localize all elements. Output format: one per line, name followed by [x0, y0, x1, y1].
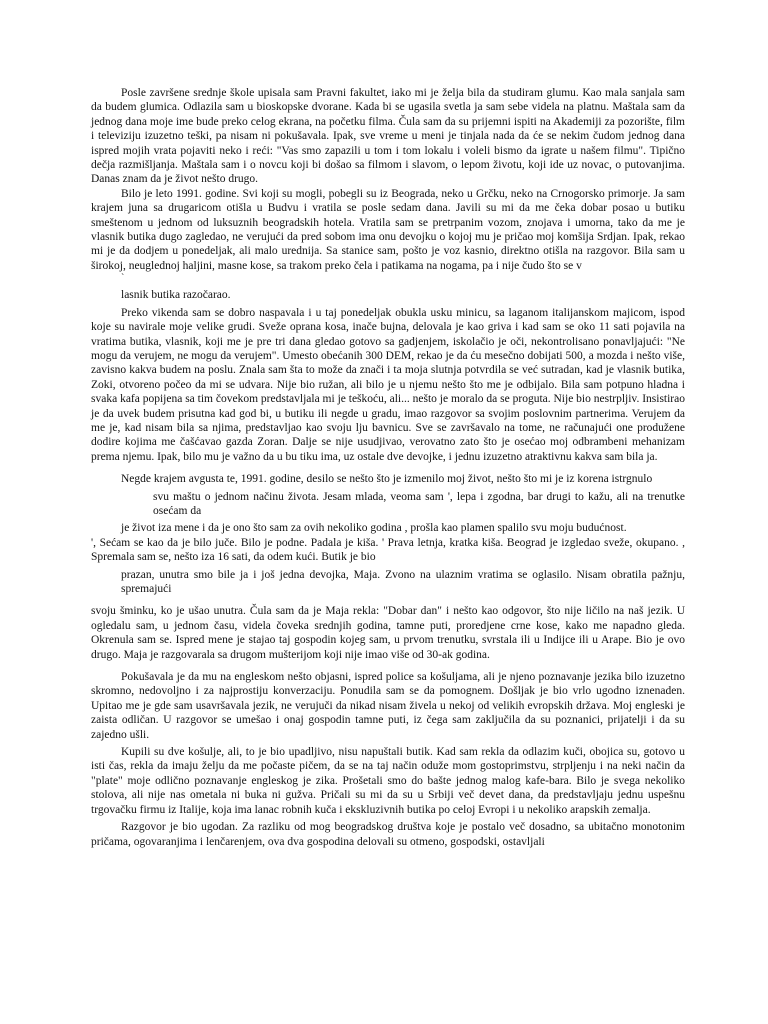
paragraph-9: prazan, unutra smo bile ja i još jedna devojka, Maja. Zvono na ulaznim vratima se oglasilo. Nisam obratila pažnju, spremajući — [121, 568, 685, 595]
stray-mark: ` — [121, 273, 125, 285]
paragraph-10: svoju šminku, ko je ušao unutra. Čula sam da je Maja rekla: "Dobar dan" i nešto kao odgovor, što nije ličilo na naš jezik. U ogledalu sam, u jednom času, videla čoveka srednjih godina, tamne puti, proredjene crne kose, kako me napadno gleda. Okrenula sam se. Ispred mene je stajao taj gospodin kojeg sam, u prvom trenutku, svrstala ili u Indijce ili u Arape. Bio je ovo drugo. Maja je razgovarala sa drugom mušterijom koji nije imao više od 30-ak godina. — [91, 605, 685, 661]
paragraph-1: Posle završene srednje škole upisala sam Pravni fakultet, iako mi je želja bila da studiram glumu. Kao mala sanjala sam da budem glumica. Odlazila sam u bioskopske dvorane. Kada bi se ugasila svetla ja sam sebe videla na platnu. Maštala sam da jednog dana moje ime bude preko celog ekrana, na početku filma. Čula sam da su prijemni ispiti na Akademiji za pozorište, film i televiziju izuzetno teški, pa nisam ni pokušavala. Ipak, sve vreme u meni je tinjala nada da će se nekim čudom jednog dana ispred mojih vrata pojaviti neko i reći: "Vas smo zapazili u tom i tom lokalu i voleli bismo da igrate u našem filmu". Tipično dečja razmišljanja. Maštala sam i o novcu koji bi došao sa filmom i slavom, o lepom životu, koji ide uz novac, o putovanjima. Danas znam da je život nešto drugo. — [91, 87, 685, 186]
paragraph-3: lasnik butika razočarao. — [121, 289, 231, 302]
paragraph-5: Negde krajem avgusta te, 1991. godine, desilo se nešto što je izmenilo moj život, nešto što mi je iz korena istrgnulo — [121, 473, 653, 486]
document-page — [91, 86, 685, 849]
paragraph-13: Razgovor je bio ugodan. Za razliku od mog beogradskog društva koje je postalo več dosadno, sa ubitačno monotonim pričama, ogovaranjima i lenčarenjem, ova dva gospodina delovali su otmeno, gospodski, ostavljali — [91, 821, 685, 848]
paragraph-8: ', Sećam se kao da je bilo juče. Bilo je podne. Padala je kiša. ' Prava letnja, kratka kiša. Beograd je izgledao sveže, okupano. , Spremala sam se, nešto iza 16 sati, da odem kući. Butik je bio — [91, 536, 685, 564]
paragraph-11: Pokušavala je da mu na engleskom nešto objasni, ispred police sa košuljama, ali je njeno poznavanje jezika bilo izuzetno skromno, nedovoljno i za najprostiju konverzaciju. Ponudila sam se da pomognem. Došljak je bio vrlo ugodno iznenaden. Upitao me je gde sam usavršavala jezik, ne verujuči da nikad nisam živela u nekoj od velikih evropskih država. Moj engleski je zaista odličan. U razgovor se umešao i onaj gospodin tamne puti, iz čega sam zaključila da su poznanici, prijatelji i da su zajedno ušli. — [91, 671, 685, 741]
paragraph-7: je život iza mene i da je ono što sam za ovih nekoliko godina , prošla kao plamen spalilo svu moju budućnost. — [121, 522, 627, 535]
paragraph-6: svu maštu o jednom načinu života. Jesam mlada, veoma sam ', lepa i zgodna, bar drugi to kažu, ali na trenutke osećam da — [153, 490, 685, 517]
paragraph-2: Bilo je leto 1991. godine. Svi koji su mogli, pobegli su iz Beograda, neko u Grčku, neko na Crnogorsko primorje. Ja sam krajem juna sa drugaricom otišla u Budvu i vratila se posle sedam dana. Javili su mi da me čeka dobar posao u butiku smeštenom u jednom od luksuznih beogradskih hotela. Vratila sam se pretrpanim vozom, znojava i umorna, tako da me je vlasnik butika dugo zagledao, ne verujući da pred sobom ima onu devojku o kojoj mu je pričao moj komšija Srdjan. Ipak, rekao mi je da dodjem u ponedeljak, ali malo urednija. Sa stanice sam, pošto je voz kasnio, direktno otišla na razgovor. Bila sam u širokoj, neuglednoj haljini, masne kose, sa trakom preko čela i patikama na nogama, pa i nije čudo što se v — [91, 187, 685, 272]
paragraph-4: Preko vikenda sam se dobro naspavala i u taj ponedeljak obukla usku minicu, sa laganom italijanskom majicom, ispod koje su navirale moje velike grudi. Sveže oprana kosa, inače bujna, delovala je kao griva i kad sam se oko 11 sati pojavila na vratima butika, vlasnik, koji me je pre tri dana gledao gotovo sa gadjenjem, iskolačio je oči, nekontrolisano ponavljajući: "Ne mogu da verujem, ne mogu da verujem". Umesto obećanih 300 DEM, rekao je da ću mesečno dobijati 500, a mozda i nešto više, zavisno kakva budem na poslu. Znala sam šta to može da znači i ta moja slutnja potvrdila se već sutradan, kad je vlasnik butika, Zoki, otvoreno počeo da mi se udvara. Nije bio ružan, ali bilo je u njemu nešto što me je odbijalo. Bila sam potpuno hladna i svaka kafa popijena sa tim čovekom predstavljala mi je teškoću, ali... nešto je moralo da se proguta. Nije bio nestrpljiv. Insistirao je da uvek budem prisutna kad god bi, u butiku ili negde u gradu, imao razgovor sa svojim poslovnim partnerima. Verujem da me je, kad nisam bila sa njima, predstavljao kao svoju lju bavnicu. Sve se završavalo na tome, ne računajući one produžene dodire kojima me čašćavao gazda Zoran. Dalje se nije usudjivao, verovatno zato što je osećao moj odbrambeni mehanizam prema njemu. Ipak, bilo mu je važno da u bu tiku ima, uz ostale dve devojke, i jednu izuzetno atraktivnu kakva sam bila ja. — [91, 306, 685, 463]
paragraph-12: Kupili su dve košulje, ali, to je bio upadljivo, nisu napuštali butik. Kad sam rekla da odlazim kuči, obojica su, gotovo u isti čas, rekla da imaju želju da me počaste pičem, da se na taj način oduže mom gostoprimstvu, strpljenju i na neki način da "plate" moje odlično poznavanje engleskog je zika. Prošetali smo do bašte jednog malog kafe-bara. Bilo je svega nekoliko stolova, ali nije nas ometala ni buka ni gužva. Pričali su mi da su u Srbiji več devet dana, da predstavljaju jednu uspešnu trgovačku firmu iz Italije, koja ima lanac robnih kuča i ekskluzivnih butika po celoj Evropi i u nekoliko arapskih zemalja. — [91, 746, 685, 816]
